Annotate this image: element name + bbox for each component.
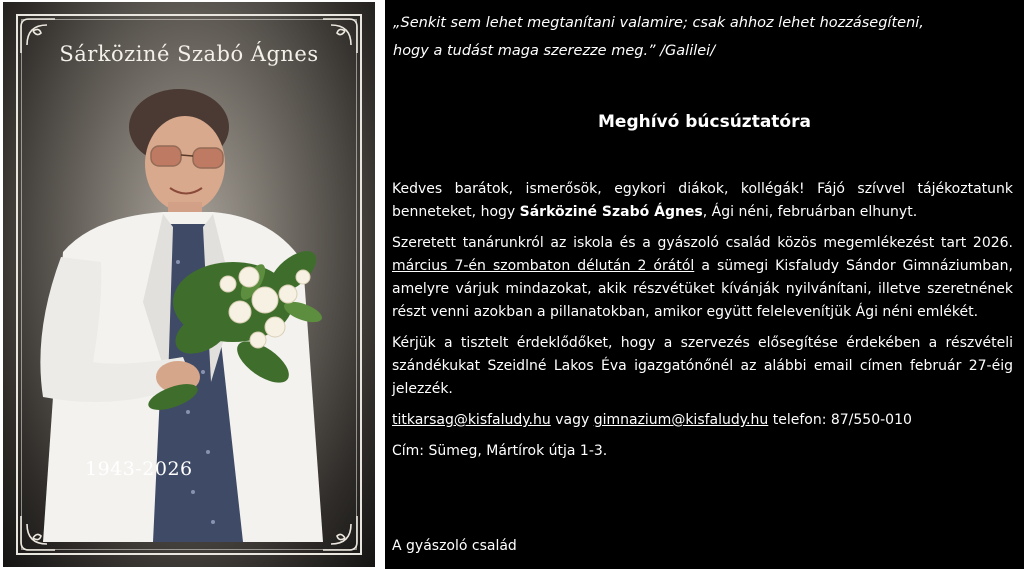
email-link-gimnazium[interactable]: gimnazium@kisfaludy.hu	[593, 412, 769, 428]
contact-separator: vagy	[550, 412, 594, 428]
corner-ornament-icon	[321, 514, 359, 552]
contact-line	[392, 409, 1013, 432]
phone-text: telefon: 87/550-010	[768, 412, 912, 428]
email-link-titkarsag[interactable]: titkarsag@kisfaludy.hu	[392, 412, 551, 428]
paragraph-text: a sümegi Kisfaludy Sándor Gimnáziumban, amelyre várjuk mindazokat, akik részvétüket kívánják nyilvánítani, illetve szeretnének részt venni azokban a pillanatokban, amikor együtt felelevenítjük Ági néni emlékét.	[392, 258, 1013, 320]
request-paragraph: Kérjük a tisztelt érdeklődőket, hogy a szervezés elősegítése érdekében a részvételi szándékukat Szeidlné Lakos Éva igazgatónőnél az alábbi email címen február 27-éig jelezzék.	[392, 335, 1013, 397]
quote-line: „Senkit sem lehet megtanítani valamire; csak ahhoz lehet hozzásegíteni,	[393, 15, 924, 31]
life-years: 1943-2026	[85, 458, 193, 480]
signature: A gyászoló család	[392, 538, 517, 554]
greeting-paragraph	[392, 178, 1013, 224]
deceased-name-bold: Sárköziné Szabó Ágnes	[519, 204, 703, 220]
paragraph-text: , Ági néni, februárban elhunyt.	[702, 204, 918, 220]
quote-line: hogy a tudást maga szerezze meg.” /Galilei/	[393, 43, 716, 59]
invitation-panel	[385, 0, 1024, 569]
deceased-name: Sárköziné Szabó Ágnes	[59, 42, 319, 66]
memorial-card	[3, 2, 375, 567]
invitation-body	[392, 178, 1013, 463]
corner-ornament-icon	[19, 514, 57, 552]
galilei-quote	[393, 9, 1013, 65]
event-datetime: március 7-én szombaton délután 2 órától	[392, 258, 695, 274]
address-line: Cím: Sümeg, Mártírok útja 1-3.	[392, 443, 608, 459]
paragraph-text: Kedves barátok, ismerősök, egykori diákok, kollégák! Fájó szívvel tájékoztatunk benneteket, hogy	[392, 181, 1013, 220]
paragraph-text: Szeretett tanárunkról az iskola és a gyászoló család közös megemlékezést tart 2026.	[392, 235, 1013, 251]
event-paragraph	[392, 232, 1013, 324]
invitation-title: Meghívó búcsúztatóra	[598, 112, 811, 132]
